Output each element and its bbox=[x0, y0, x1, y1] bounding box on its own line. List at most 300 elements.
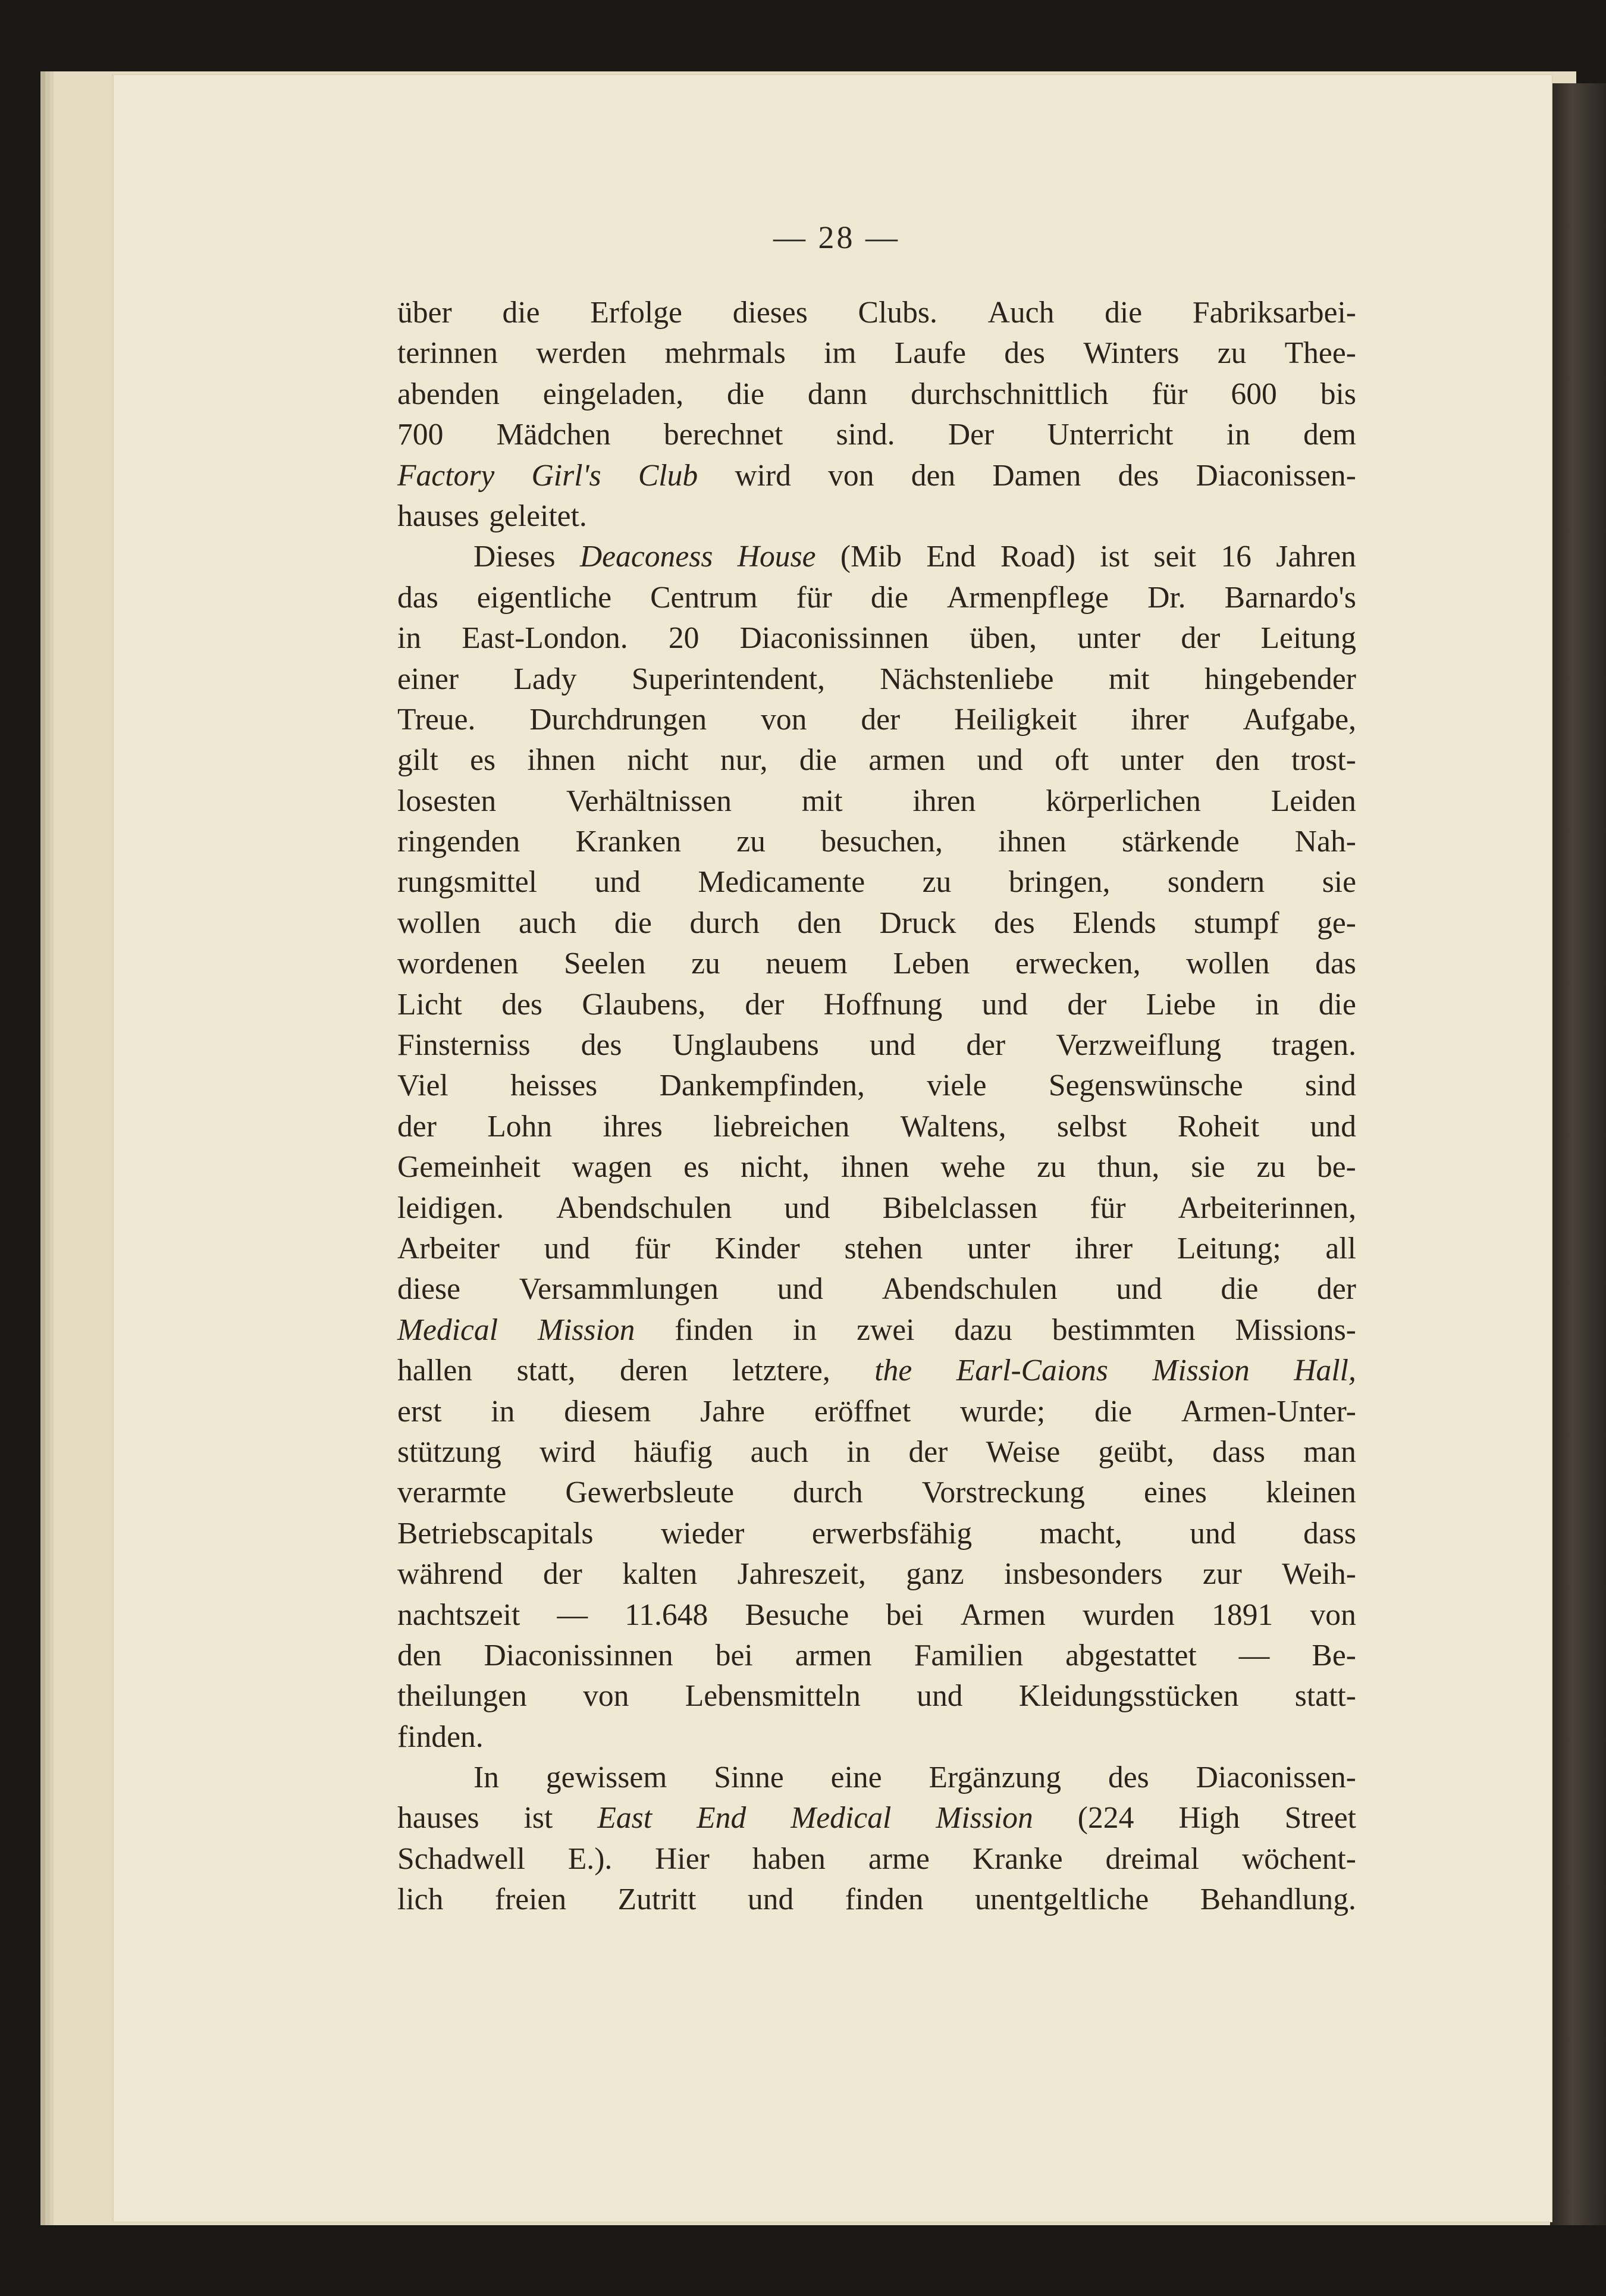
word: Abendschulen bbox=[882, 1272, 1058, 1307]
word: Verzweiflung bbox=[1056, 1028, 1222, 1063]
text-line bbox=[397, 1432, 1356, 1473]
word: bei bbox=[715, 1638, 753, 1672]
word: nicht, bbox=[740, 1150, 810, 1185]
text-line bbox=[397, 496, 1356, 537]
word: dass bbox=[1212, 1434, 1265, 1469]
word: neuem bbox=[766, 947, 848, 981]
word: Medical bbox=[397, 1313, 498, 1347]
word: erst bbox=[397, 1394, 442, 1429]
word: Thee- bbox=[1284, 336, 1356, 371]
word: Verhältnissen bbox=[566, 784, 732, 818]
text-line bbox=[397, 740, 1356, 781]
word: theilungen bbox=[397, 1679, 527, 1714]
text-line bbox=[397, 1107, 1356, 1147]
word: wird bbox=[735, 458, 791, 493]
word: Diaconissen- bbox=[1196, 458, 1356, 493]
word: Sinne bbox=[714, 1761, 784, 1795]
word: der bbox=[861, 702, 901, 737]
word: durchschnittlich bbox=[911, 377, 1109, 411]
word: Abendschulen bbox=[556, 1191, 732, 1225]
word: mit bbox=[1108, 662, 1150, 696]
word: Mission bbox=[936, 1801, 1033, 1835]
word: Medicamente bbox=[698, 865, 865, 900]
word: Ergänzung bbox=[929, 1761, 1062, 1795]
word: Hoffnung bbox=[823, 987, 943, 1022]
word: Missions- bbox=[1235, 1313, 1356, 1347]
word: Diaconissen- bbox=[1196, 1761, 1356, 1795]
word: wurde; bbox=[959, 1394, 1046, 1429]
word: Elends bbox=[1072, 906, 1156, 940]
word: sind. bbox=[836, 418, 895, 452]
word: Versammlungen bbox=[519, 1272, 719, 1307]
word: wollen bbox=[1186, 947, 1270, 981]
word: wagen bbox=[572, 1150, 653, 1185]
word: losesten bbox=[397, 784, 497, 818]
word: verarmte bbox=[397, 1476, 507, 1510]
word: Vorstreckung bbox=[921, 1476, 1085, 1510]
word: den bbox=[1215, 743, 1260, 778]
word: Erfolge bbox=[590, 296, 682, 330]
word: Girl's bbox=[531, 458, 601, 493]
word: die bbox=[1105, 296, 1143, 330]
word: ihnen bbox=[998, 825, 1067, 859]
word: von bbox=[1310, 1598, 1356, 1632]
word: die bbox=[1318, 987, 1356, 1022]
word: statt- bbox=[1294, 1679, 1356, 1714]
word: das bbox=[1315, 947, 1356, 981]
word: Jahreszeit, bbox=[737, 1557, 866, 1592]
word: unter bbox=[1120, 743, 1184, 778]
word: abgestattet bbox=[1065, 1638, 1197, 1672]
word: dass bbox=[1303, 1516, 1356, 1550]
word: Nah- bbox=[1294, 825, 1356, 859]
word: Liebe bbox=[1146, 987, 1216, 1022]
word: für bbox=[634, 1231, 670, 1266]
word: Superintendent, bbox=[631, 662, 825, 696]
word: Kranken bbox=[575, 825, 682, 859]
word: in bbox=[1255, 987, 1279, 1022]
word: armen bbox=[795, 1638, 872, 1672]
word: nur, bbox=[720, 743, 768, 778]
text-line bbox=[397, 903, 1356, 944]
word: für bbox=[1090, 1191, 1126, 1225]
text-line bbox=[397, 1839, 1356, 1880]
word: ihrer bbox=[1074, 1231, 1133, 1266]
word: leidigen. bbox=[397, 1191, 504, 1225]
text-line bbox=[397, 944, 1356, 984]
word: Damen bbox=[992, 458, 1081, 493]
word: von bbox=[583, 1679, 629, 1714]
word: Viel bbox=[397, 1069, 448, 1103]
word: letztere, bbox=[732, 1354, 830, 1388]
word: es bbox=[683, 1150, 710, 1185]
word: in bbox=[846, 1434, 871, 1469]
word: (Mib bbox=[840, 540, 902, 574]
word: statt, bbox=[516, 1354, 576, 1388]
word: sie bbox=[1191, 1150, 1225, 1185]
word: Segenswünsche bbox=[1048, 1069, 1243, 1103]
word: finden. bbox=[397, 1719, 484, 1754]
word: im bbox=[824, 336, 857, 371]
word: Weise bbox=[986, 1434, 1061, 1469]
word: berechnet bbox=[663, 418, 783, 452]
word: es bbox=[470, 743, 496, 778]
text-line bbox=[397, 781, 1356, 822]
word: unter bbox=[967, 1231, 1031, 1266]
word: geübt, bbox=[1098, 1434, 1174, 1469]
word: Be- bbox=[1312, 1638, 1356, 1672]
word: Durchdrungen bbox=[529, 702, 707, 737]
word: Betriebscapitals bbox=[397, 1516, 594, 1550]
word: — bbox=[1238, 1638, 1270, 1672]
word: hauses bbox=[397, 499, 479, 533]
text-line bbox=[397, 1188, 1356, 1229]
word: in bbox=[397, 621, 422, 656]
word: der bbox=[1317, 1272, 1356, 1307]
text-line bbox=[397, 578, 1356, 618]
word: Leben bbox=[893, 947, 970, 981]
word: wehe bbox=[940, 1150, 1006, 1185]
text-line bbox=[397, 1392, 1356, 1432]
word: Gewerbsleute bbox=[565, 1476, 735, 1510]
word: wöchent- bbox=[1241, 1841, 1356, 1876]
word: dem bbox=[1303, 418, 1356, 452]
word: heisses bbox=[510, 1069, 598, 1103]
text-line bbox=[397, 1269, 1356, 1310]
word: Lady bbox=[513, 662, 577, 696]
word: der bbox=[397, 1109, 437, 1144]
word: 11.648 bbox=[625, 1598, 708, 1632]
word: Armen bbox=[960, 1598, 1046, 1632]
text-line bbox=[397, 1758, 1356, 1798]
word: Druck bbox=[879, 906, 956, 940]
word: die bbox=[870, 580, 908, 615]
word: einer bbox=[397, 662, 459, 696]
word: Laufe bbox=[894, 336, 966, 371]
word: liebreichen bbox=[713, 1109, 850, 1144]
word: ihrer bbox=[1131, 702, 1189, 737]
word: den bbox=[797, 906, 842, 940]
word: nicht bbox=[627, 743, 689, 778]
word: Clubs. bbox=[858, 296, 937, 330]
word: viele bbox=[927, 1069, 987, 1103]
word: Seelen bbox=[564, 947, 646, 981]
word: die bbox=[1094, 1394, 1133, 1429]
word: Familien bbox=[914, 1638, 1024, 1672]
word: sind bbox=[1304, 1069, 1356, 1103]
word: geleitet. bbox=[489, 499, 587, 533]
word: 600 bbox=[1231, 377, 1277, 411]
word: Factory bbox=[397, 458, 495, 493]
word: mit bbox=[801, 784, 843, 818]
word: dazu bbox=[954, 1313, 1012, 1347]
word: des bbox=[1004, 336, 1045, 371]
word: eigentliche bbox=[476, 580, 612, 615]
word: ringenden bbox=[397, 825, 520, 859]
word: erwerbsfähig bbox=[811, 1516, 973, 1550]
word: hallen bbox=[397, 1354, 473, 1388]
text-line bbox=[397, 1147, 1356, 1188]
word: Besuche bbox=[745, 1598, 849, 1632]
word: üben, bbox=[969, 621, 1037, 656]
word: deren bbox=[619, 1354, 688, 1388]
word: dreimal bbox=[1105, 1841, 1200, 1876]
word: E.). bbox=[567, 1841, 613, 1876]
word: Kinder bbox=[714, 1231, 800, 1266]
word: haben bbox=[752, 1841, 826, 1876]
word: zu bbox=[1256, 1150, 1286, 1185]
text-line bbox=[397, 1229, 1356, 1269]
word: Arbeiterinnen, bbox=[1178, 1191, 1356, 1225]
word: Diaconissinnen bbox=[484, 1638, 673, 1672]
word: (224 bbox=[1077, 1801, 1134, 1835]
word: diesem bbox=[564, 1394, 651, 1429]
word: und bbox=[1190, 1516, 1236, 1550]
word: be- bbox=[1316, 1150, 1356, 1185]
word: in bbox=[491, 1394, 515, 1429]
word: Medical bbox=[791, 1801, 892, 1835]
text-line bbox=[397, 1025, 1356, 1066]
word: sie bbox=[1322, 865, 1356, 900]
word: tragen. bbox=[1272, 1028, 1356, 1063]
text-line bbox=[397, 1066, 1356, 1106]
word: hauses bbox=[397, 1801, 479, 1835]
text-line bbox=[397, 1798, 1356, 1838]
word: der bbox=[966, 1028, 1006, 1063]
word: wordenen bbox=[397, 947, 519, 981]
text-line bbox=[397, 456, 1356, 496]
text-line bbox=[397, 415, 1356, 455]
word: Treue. bbox=[397, 702, 476, 737]
word: insbesonders bbox=[1004, 1557, 1163, 1592]
word: High bbox=[1178, 1801, 1240, 1835]
word: arme bbox=[868, 1841, 930, 1876]
word: und bbox=[981, 987, 1028, 1022]
word: Street bbox=[1284, 1801, 1356, 1835]
word: wollen bbox=[397, 906, 481, 940]
text-line bbox=[397, 1717, 1356, 1758]
word: thun, bbox=[1097, 1150, 1160, 1185]
word: ihnen bbox=[840, 1150, 909, 1185]
word: Leiden bbox=[1271, 784, 1356, 818]
word: ist bbox=[523, 1801, 553, 1835]
text-line bbox=[397, 1554, 1356, 1595]
word: zu bbox=[736, 825, 766, 859]
word: seit bbox=[1153, 540, 1197, 574]
word: sondern bbox=[1167, 865, 1265, 900]
word: besuchen, bbox=[821, 825, 943, 859]
word: die bbox=[799, 743, 837, 778]
word: der bbox=[908, 1434, 948, 1469]
word: Unterricht bbox=[1047, 418, 1174, 452]
word: der bbox=[1067, 987, 1107, 1022]
text-line bbox=[397, 1514, 1356, 1554]
word: die bbox=[1221, 1272, 1259, 1307]
word: von bbox=[828, 458, 874, 493]
word: End bbox=[697, 1801, 746, 1835]
word: wird bbox=[539, 1434, 596, 1469]
word: über bbox=[397, 296, 452, 330]
word: Leitung bbox=[1260, 621, 1356, 656]
word: Barnardo's bbox=[1224, 580, 1356, 615]
word: mehrmals bbox=[664, 336, 786, 371]
word: und bbox=[1116, 1272, 1162, 1307]
word: 1891 bbox=[1212, 1598, 1273, 1632]
word: Deaconess bbox=[579, 540, 713, 574]
word: Jahren bbox=[1276, 540, 1356, 574]
word: Auch bbox=[987, 296, 1055, 330]
text-line bbox=[397, 822, 1356, 862]
word: abenden bbox=[397, 377, 500, 411]
word: stärkende bbox=[1121, 825, 1240, 859]
word: Unglaubens bbox=[672, 1028, 819, 1063]
word: Mädchen bbox=[496, 418, 611, 452]
word: Dankempfinden, bbox=[659, 1069, 865, 1103]
text-line bbox=[397, 1473, 1356, 1513]
word: Behandlung. bbox=[1200, 1882, 1356, 1917]
word: die bbox=[727, 377, 765, 411]
word: Mission bbox=[1152, 1354, 1250, 1388]
word: erwecken, bbox=[1015, 947, 1141, 981]
word: rungsmittel bbox=[397, 865, 538, 900]
word: Diaconissinnen bbox=[739, 621, 929, 656]
text-line bbox=[397, 1636, 1356, 1676]
word: armen bbox=[868, 743, 946, 778]
word: des bbox=[501, 987, 542, 1022]
word: Heiligkeit bbox=[954, 702, 1077, 737]
word: Arbeiter bbox=[397, 1231, 500, 1266]
word: the bbox=[874, 1354, 912, 1388]
word: freien bbox=[494, 1882, 567, 1917]
text-line bbox=[397, 700, 1356, 740]
word: Der bbox=[948, 418, 995, 452]
word: Schadwell bbox=[397, 1841, 525, 1876]
word: unentgeltliche bbox=[974, 1882, 1149, 1917]
word: des bbox=[993, 906, 1035, 940]
word: Fabriksarbei- bbox=[1192, 296, 1356, 330]
word: in bbox=[793, 1313, 817, 1347]
text-line bbox=[397, 985, 1356, 1025]
word: dieses bbox=[732, 296, 808, 330]
text-line bbox=[397, 659, 1356, 700]
word: eine bbox=[830, 1761, 882, 1795]
word: selbst bbox=[1056, 1109, 1127, 1144]
word: Zutritt bbox=[617, 1882, 697, 1917]
word: auch bbox=[518, 906, 577, 940]
word: lich bbox=[397, 1882, 444, 1917]
word: eingeladen, bbox=[542, 377, 684, 411]
word: wieder bbox=[661, 1516, 745, 1550]
word: oft bbox=[1055, 743, 1089, 778]
word: bis bbox=[1320, 377, 1356, 411]
word: Lohn bbox=[487, 1109, 553, 1144]
word: macht, bbox=[1039, 1516, 1122, 1550]
word: werden bbox=[536, 336, 627, 371]
word: Finsterniss bbox=[397, 1028, 531, 1063]
word: 20 bbox=[668, 621, 700, 656]
book-fold bbox=[1550, 83, 1606, 2225]
word: End bbox=[926, 540, 976, 574]
word: gilt bbox=[397, 743, 438, 778]
word: kleinen bbox=[1266, 1476, 1356, 1510]
word: zu bbox=[1217, 336, 1247, 371]
word: stehen bbox=[844, 1231, 923, 1266]
word: durch bbox=[793, 1476, 863, 1510]
word: und bbox=[917, 1679, 963, 1714]
word: und bbox=[1310, 1109, 1356, 1144]
word: des bbox=[1108, 1761, 1149, 1795]
word: Lebensmitteln bbox=[685, 1679, 861, 1714]
word: das bbox=[397, 580, 438, 615]
word: häufig bbox=[633, 1434, 713, 1469]
word: zu bbox=[691, 947, 720, 981]
word: man bbox=[1303, 1434, 1356, 1469]
word: Club bbox=[638, 458, 698, 493]
word: Weih- bbox=[1282, 1557, 1356, 1592]
word: und bbox=[784, 1191, 830, 1225]
text-line bbox=[397, 293, 1356, 333]
word: 16 bbox=[1221, 540, 1251, 574]
word: House bbox=[737, 540, 816, 574]
word: ihren bbox=[912, 784, 976, 818]
text-line bbox=[397, 618, 1356, 659]
word: Roheit bbox=[1177, 1109, 1260, 1144]
word: eröffnet bbox=[814, 1394, 911, 1429]
word: hingebender bbox=[1204, 662, 1356, 696]
word: ge- bbox=[1317, 906, 1356, 940]
word: der bbox=[542, 1557, 582, 1592]
word: bei bbox=[886, 1598, 924, 1632]
word: zwei bbox=[857, 1313, 915, 1347]
word: terinnen bbox=[397, 336, 498, 371]
word: bringen, bbox=[1008, 865, 1111, 900]
word: Licht bbox=[397, 987, 462, 1022]
word: der bbox=[1181, 621, 1221, 656]
word: — bbox=[557, 1598, 588, 1632]
word: Hall, bbox=[1294, 1354, 1356, 1388]
word: bestimmten bbox=[1052, 1313, 1196, 1347]
text-line bbox=[397, 1351, 1356, 1391]
body-text bbox=[397, 293, 1356, 1921]
word: 700 bbox=[397, 418, 444, 452]
word: East bbox=[597, 1801, 653, 1835]
word: den bbox=[911, 458, 956, 493]
word: des bbox=[1118, 458, 1159, 493]
word: und bbox=[777, 1272, 823, 1307]
word: stumpf bbox=[1194, 906, 1279, 940]
word: Kranke bbox=[972, 1841, 1063, 1876]
text-line bbox=[397, 1676, 1356, 1716]
word: Waltens, bbox=[900, 1109, 1006, 1144]
page-number: — 28 — bbox=[773, 220, 900, 255]
text-line bbox=[397, 1880, 1356, 1920]
text-line bbox=[397, 374, 1356, 415]
word: eines bbox=[1144, 1476, 1207, 1510]
word: der bbox=[745, 987, 785, 1022]
word: Glaubens, bbox=[582, 987, 706, 1022]
word: ihres bbox=[603, 1109, 663, 1144]
word: Gemeinheit bbox=[397, 1150, 541, 1185]
word: von bbox=[761, 702, 807, 737]
word: durch bbox=[689, 906, 760, 940]
word: In bbox=[473, 1761, 499, 1795]
word: finden bbox=[845, 1882, 924, 1917]
word: kalten bbox=[622, 1557, 698, 1592]
word: und bbox=[977, 743, 1023, 778]
word: und bbox=[869, 1028, 916, 1063]
word: und bbox=[544, 1231, 590, 1266]
word: Dr. bbox=[1147, 580, 1186, 615]
